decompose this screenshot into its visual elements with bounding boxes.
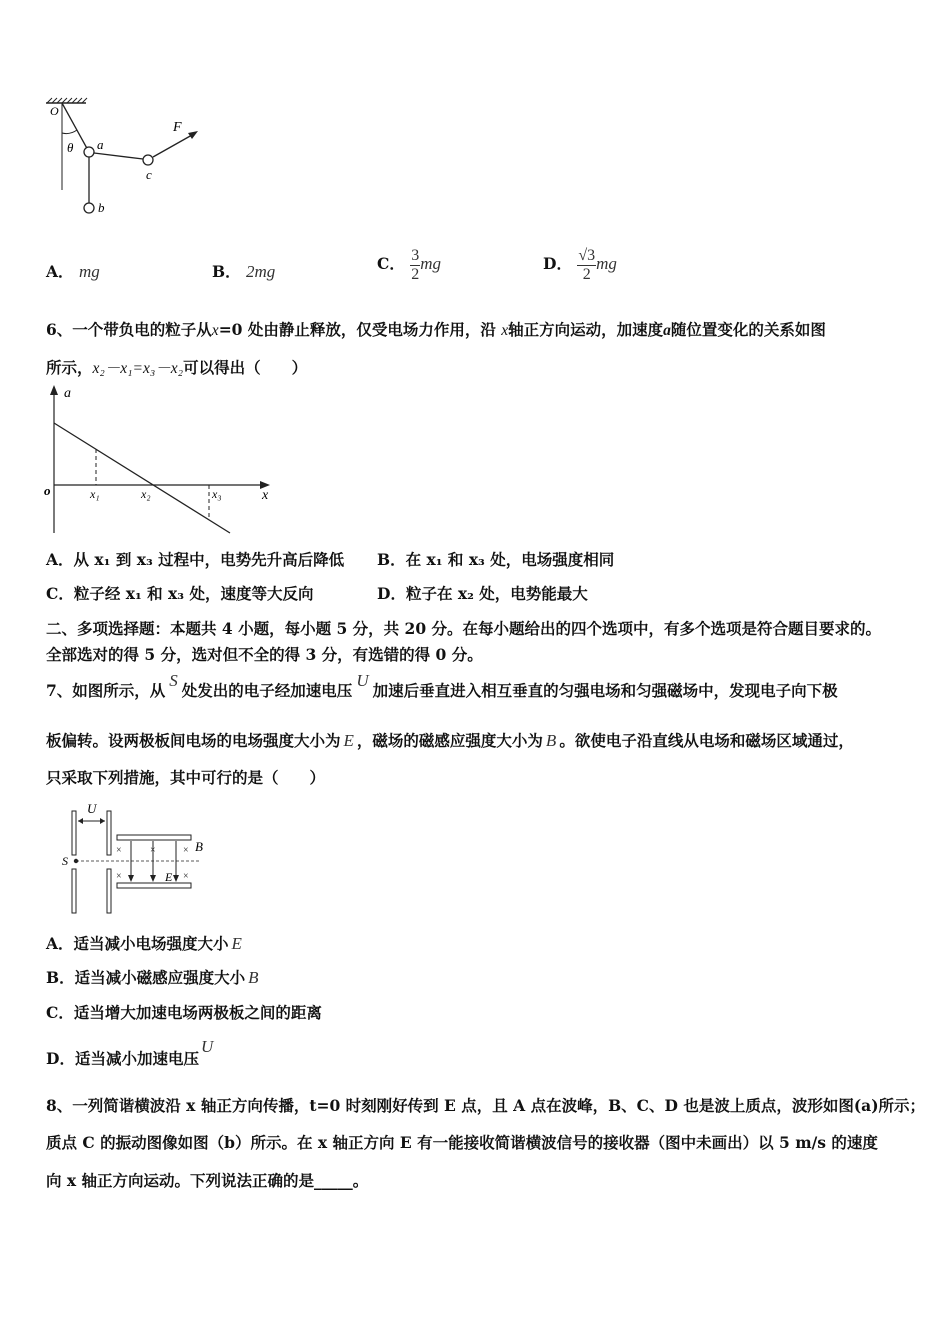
q7-symbol-E: E <box>343 731 354 750</box>
q6-text: 6、一个带负电的粒子从 <box>46 320 212 339</box>
q5-option-c-den: 2 <box>411 265 420 283</box>
q7-fig-label-U: U <box>87 801 97 816</box>
q6-option-c[interactable]: C．粒子经 x₁ 和 x₃ 处，速度等大反向 <box>46 584 314 603</box>
q7-option-a[interactable] <box>46 934 242 954</box>
q7-option-d[interactable] <box>46 1037 214 1069</box>
q7-fig-label-S: S <box>62 854 68 868</box>
q7-text: 加速后垂直进入相互垂直的匀强电场和匀强磁场中，发现电子向下极 <box>372 681 838 700</box>
q5-option-c-suffix: mg <box>420 254 442 273</box>
q7-text: 板偏转。设两极板间电场的电场强度大小为 <box>46 731 341 750</box>
section2-heading-line2: 全部选对的得 5 分，选对但不全的得 3 分，有选错的得 0 分。 <box>46 645 483 664</box>
q7-text: ，磁场的磁感应强度大小为 <box>356 731 543 750</box>
q6-text: 随位置变化的关系如图 <box>670 320 826 339</box>
q6-text: =0 处由静止释放，仅受电场力作用，沿 <box>218 320 496 339</box>
q5-label-b: b <box>98 200 105 215</box>
q6-x1-label: x₁ <box>90 487 100 501</box>
q5-option-c-label: C． <box>377 254 405 273</box>
q5-option-a-value: mg <box>78 262 100 281</box>
q6-stem-line2 <box>46 358 307 379</box>
q7-symbol-B: B <box>545 731 557 750</box>
q7-option-b-symbol: B <box>248 968 259 987</box>
q6-acceleration-graph <box>40 383 280 538</box>
svg-text:×: × <box>150 845 156 856</box>
q7-stem-line3: 只采取下列措施，其中可行的是（ ） <box>46 768 326 787</box>
q7-text: 。欲使电子沿直线从电场和磁场区域通过， <box>559 731 854 750</box>
q7-option-d-symbol: U <box>200 1037 214 1056</box>
q8-stem-line1: 8、一列简谐横波沿 x 轴正方向传播，t=0 时刻刚好传到 E 点，且 A 点在波峰，B、C、D 也是波上质点，波形如图(a)所示； <box>46 1096 926 1115</box>
q8-stem-line2: 质点 C 的振动图像如图（b）所示。在 x 轴正方向 E 有一能接收简谐横波信号的接收器（图中未画出）以 5 m/s 的速度 <box>46 1133 878 1152</box>
q6-text: 所示， <box>46 358 93 377</box>
svg-text:×: × <box>183 871 189 882</box>
q5-option-d-suffix: mg <box>596 254 617 273</box>
section2-heading-line1: 二、多项选择题：本题共 4 小题，每小题 5 分，共 20 分。在每小题给出的四个选项中，有多个选项是符合题目要求的。 <box>46 619 882 638</box>
q5-option-a[interactable] <box>46 262 100 282</box>
q5-label-o: O <box>50 104 59 118</box>
q7-stem-line2 <box>46 731 854 751</box>
q7-option-c-text: C．适当增大加速电场两极板之间的距离 <box>46 1003 322 1022</box>
q5-label-a: a <box>97 137 104 152</box>
q7-option-b-text: B．适当减小磁感应强度大小 <box>46 968 246 987</box>
q7-stem-line1 <box>46 671 838 701</box>
q7-text: 7、如图所示，从 <box>46 681 166 700</box>
q7-option-c[interactable] <box>46 1003 322 1023</box>
q6-stem-line1 <box>46 320 826 341</box>
q7-option-a-text: A．适当减小电场强度大小 <box>46 934 229 953</box>
q7-symbol-U: U <box>356 671 369 690</box>
q5-option-d-fraction <box>577 247 596 284</box>
q5-option-b-label: B． <box>212 262 241 281</box>
q5-label-theta: θ <box>67 140 74 155</box>
q7-text: 处发出的电子经加速电压 <box>181 681 353 700</box>
q5-option-d[interactable] <box>543 242 617 286</box>
q6-var-x: x <box>211 322 219 339</box>
q5-option-a-label: A． <box>46 262 74 281</box>
svg-text:×: × <box>116 871 122 882</box>
q5-label-c: c <box>146 167 152 182</box>
q5-option-b[interactable] <box>212 262 275 282</box>
q6-origin-label: o <box>44 483 51 498</box>
q7-option-d-text: D．适当减小加速电压 <box>46 1049 199 1068</box>
q7-fig-label-B: B <box>195 839 203 854</box>
q6-var-x: x <box>501 322 509 339</box>
q5-option-d-den: 2 <box>582 265 591 283</box>
q5-option-c[interactable] <box>377 242 441 286</box>
q7-option-b[interactable] <box>46 968 259 988</box>
q6-var-a: a <box>663 322 671 339</box>
q5-option-d-label: D． <box>543 254 572 273</box>
q6-option-a[interactable]: A．从 x₁ 到 x₃ 过程中，电势先升高后降低 <box>46 550 345 569</box>
q7-option-a-symbol: E <box>231 934 242 953</box>
q6-option-d[interactable]: D．粒子在 x₂ 处，电势能最大 <box>377 584 588 603</box>
q5-option-c-fraction <box>410 247 420 284</box>
svg-text:×: × <box>116 845 122 856</box>
q6-x3-label: x₃ <box>212 487 222 501</box>
q6-x2-label: x₂ <box>141 487 151 501</box>
q5-pendulum-figure <box>40 95 220 225</box>
q6-text: 轴正方向运动，加速度 <box>508 320 664 339</box>
q7-symbol-S: S <box>169 671 178 690</box>
q6-expression: x₂－x₁=x₃－x₂ <box>92 360 184 377</box>
q5-option-d-num: √3 <box>578 246 596 264</box>
svg-text:×: × <box>183 845 189 856</box>
q5-option-c-num: 3 <box>411 246 420 264</box>
q5-label-F: F <box>173 120 182 135</box>
q6-axis-a-label: a <box>64 386 71 401</box>
q7-field-figure <box>55 797 220 919</box>
q6-axis-x-label: x <box>262 488 269 503</box>
q5-option-b-value: 2mg <box>246 262 276 281</box>
q6-text: 可以得出（ ） <box>183 358 308 377</box>
q7-fig-label-E: E <box>165 870 173 884</box>
q6-option-b[interactable]: B．在 x₁ 和 x₃ 处，电场强度相同 <box>377 550 615 569</box>
q8-stem-line3: 向 x 轴正方向运动。下列说法正确的是_____。 <box>46 1171 369 1190</box>
